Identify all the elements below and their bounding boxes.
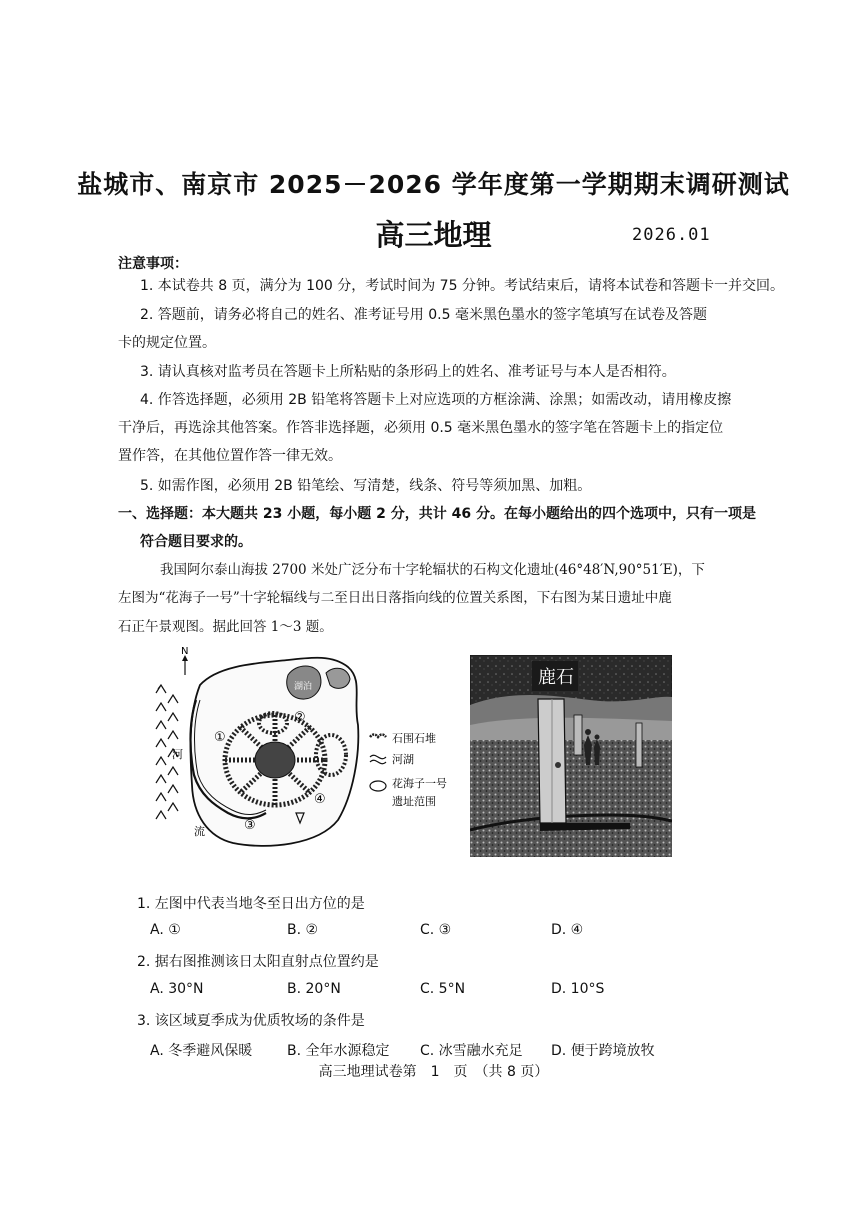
section-heading-cont: 符合题目要求的。: [140, 534, 252, 550]
north-label: N: [181, 646, 189, 657]
notice-item-5: 5. 如需作图，必须用 2B 铅笔绘、写清楚，线条、符号等须加黑、加粗。: [140, 478, 592, 494]
legend-stone-label: 石围石堆: [392, 732, 436, 745]
subject-title: 高三地理: [375, 218, 492, 252]
question-1-option-d: D. ④: [551, 922, 584, 938]
notice-item-3: 3. 请认真核对监考员在答题卡上所粘贴的条形码上的姓名、准考证号与本人是否相符。: [140, 364, 676, 380]
map-legend: [370, 731, 447, 808]
question-2-stem: 2. 据右图推测该日太阳直射点位置约是: [137, 954, 379, 970]
exam-date: 2026.01: [632, 225, 711, 245]
intro-line-2: 左图为“花海子一号”十字轮辐线与二至日出日落指向线的位置关系图，下右图为某日遗址中鹿: [118, 590, 672, 606]
question-2-option-d: D. 10°S: [551, 981, 605, 997]
deer-stone-photo: [470, 655, 672, 857]
north-arrow-icon: [182, 655, 188, 675]
question-3-option-a: A. 冬季避风保暖: [150, 1043, 253, 1059]
lake-label: 湖泊: [294, 682, 313, 692]
intro-line-1: 我国阿尔泰山海拔 2700 米处广泛分布十字轮辐状的石构文化遗址(46°48′N,90°51′E)，下: [160, 562, 705, 578]
question-1-option-c: C. ③: [420, 922, 452, 938]
legend-site-label-2: 遗址范围: [392, 795, 436, 808]
site-map-figure: [148, 645, 458, 860]
photo-label: 鹿石: [538, 667, 574, 688]
marker-1: ①: [214, 730, 226, 745]
question-2-option-a: A. 30°N: [150, 981, 204, 997]
notice-item-2-cont: 卡的规定位置。: [118, 335, 216, 351]
notice-item-4-cont2: 置作答，在其他位置作答一律无效。: [118, 448, 342, 464]
question-3-option-d: D. 便于跨境放牧: [551, 1043, 655, 1059]
question-3-option-c: C. 冰雪融水充足: [420, 1043, 523, 1059]
river-label-1: 河: [172, 748, 183, 761]
marker-3: ③: [244, 818, 256, 833]
question-3-option-b: B. 全年水源稳定: [287, 1043, 390, 1059]
notice-item-2: 2. 答题前，请务必将自己的姓名、准考证号用 0.5 毫米黑色墨水的签字笔填写在试卷及答题: [140, 307, 707, 323]
question-2-option-c: C. 5°N: [420, 981, 466, 997]
question-1-option-b: B. ②: [287, 922, 319, 938]
question-1-stem: 1. 左图中代表当地冬至日出方位的是: [137, 896, 365, 912]
notice-heading: 注意事项：: [118, 256, 188, 272]
notice-item-4: 4. 作答选择题，必须用 2B 铅笔将答题卡上对应选项的方框涂满、涂黑；如需改动，请用橡皮擦: [140, 392, 732, 408]
river-label-2: 流: [194, 825, 205, 838]
section-heading: 一、选择题：本大题共 23 小题，每小题 2 分，共计 46 分。在每小题给出的四个选项中，只有一项是: [118, 506, 756, 522]
legend-river-label: 河湖: [392, 753, 414, 766]
notice-item-1: 1. 本试卷共 8 页，满分为 100 分，考试时间为 75 分钟。考试结束后，请将本试卷和答题卡一并交回。: [140, 278, 784, 294]
legend-site-label-1: 花海子一号: [392, 777, 447, 790]
notice-item-4-cont1: 干净后，再选涂其他答案。作答非选择题，必须用 0.5 毫米黑色墨水的签字笔在答题卡上的指定位: [118, 420, 724, 436]
marker-4: ④: [314, 792, 326, 807]
question-1-option-a: A. ①: [150, 922, 181, 938]
marker-2: ②: [294, 710, 306, 725]
question-3-stem: 3. 该区域夏季成为优质牧场的条件是: [137, 1013, 365, 1029]
exam-title: 盐城市、南京市 2025－2026 学年度第一学期期末调研测试: [77, 170, 790, 199]
page-footer: 高三地理试卷第 1 页 （共 8 页）: [318, 1064, 549, 1080]
question-2-option-b: B. 20°N: [287, 981, 341, 997]
intro-line-3: 石正午景观图。据此回答 1～3 题。: [118, 619, 333, 635]
